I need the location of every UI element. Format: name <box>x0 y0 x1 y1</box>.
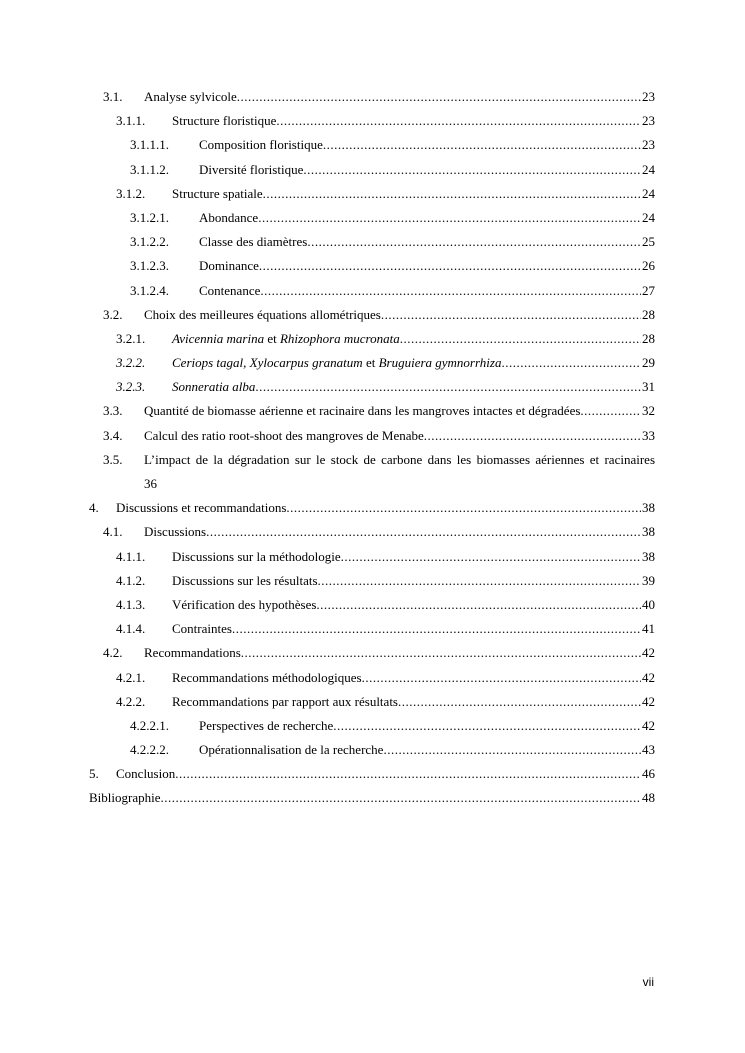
toc-entry[interactable] <box>89 738 655 762</box>
toc-number: 3.3. <box>103 403 123 419</box>
toc-title: Contraintes <box>172 621 232 637</box>
toc-entry[interactable] <box>89 375 655 399</box>
toc-number: 3.1.2. <box>116 185 146 201</box>
species-name: Bruguiera gymnorrhiza <box>378 355 502 371</box>
toc-page: 25 <box>642 234 655 250</box>
toc-number: 3.1.2.4. <box>130 282 169 298</box>
toc-leader <box>241 641 641 665</box>
toc-number: 3.5. <box>103 451 123 467</box>
toc-leader <box>175 762 641 786</box>
table-of-contents <box>89 85 655 811</box>
toc-leader <box>286 496 641 520</box>
toc-page: 31 <box>642 379 655 395</box>
toc-title: Opérationnalisation de la recherche <box>199 742 384 758</box>
toc-page: 29 <box>642 355 655 371</box>
toc-title: Discussions sur la méthodologie <box>172 548 341 564</box>
toc-page: 28 <box>642 306 655 322</box>
toc-entry[interactable] <box>89 569 655 593</box>
toc-entry[interactable] <box>89 327 655 351</box>
toc-title: Recommandations par rapport aux résultats <box>172 693 398 709</box>
toc-leader <box>424 424 641 448</box>
toc-title: Choix des meilleures équations allométriques <box>144 306 381 322</box>
toc-number: 3.1.1.1. <box>130 137 169 153</box>
toc-title: Contenance <box>199 282 261 298</box>
toc-page: 26 <box>642 258 655 274</box>
toc-title: Calcul des ratio root-shoot des mangroves de Menabe <box>144 427 424 443</box>
toc-page: 43 <box>642 742 655 758</box>
connector-text: , <box>243 355 250 371</box>
toc-page: 48 <box>642 790 655 806</box>
toc-entry[interactable] <box>89 133 655 157</box>
toc-number: 4.2.2. <box>116 693 146 709</box>
toc-leader <box>161 786 642 810</box>
toc-number: 4. <box>89 500 99 516</box>
toc-page: 36 <box>144 476 157 491</box>
toc-title: Vérification des hypothèses <box>172 596 317 612</box>
toc-entry[interactable] <box>89 206 655 230</box>
toc-leader <box>232 617 641 641</box>
toc-entry[interactable] <box>89 666 655 690</box>
toc-number: 4.1.1. <box>116 548 146 564</box>
toc-leader <box>501 351 641 375</box>
species-name: Rhizophora mucronata <box>279 330 400 346</box>
toc-title: Conclusion <box>116 766 176 782</box>
toc-entry[interactable] <box>89 254 655 278</box>
toc-title: Discussions <box>144 524 207 540</box>
toc-entry[interactable] <box>89 641 655 665</box>
toc-page: 27 <box>642 282 655 298</box>
toc-number: 4.1.4. <box>116 621 146 637</box>
toc-leader <box>260 279 641 303</box>
toc-page: 24 <box>642 209 655 225</box>
toc-title: Quantité de biomasse aérienne et racinaire dans les mangroves intactes et dégradées <box>144 403 581 419</box>
toc-entry[interactable] <box>89 182 655 206</box>
toc-entry[interactable] <box>89 109 655 133</box>
toc-number: 3.4. <box>103 427 123 443</box>
toc-leader <box>259 254 641 278</box>
toc-page: 24 <box>642 185 655 201</box>
toc-entry[interactable] <box>89 593 655 617</box>
toc-leader <box>341 545 641 569</box>
toc-leader <box>307 230 641 254</box>
toc-page: 38 <box>642 500 655 516</box>
toc-title: Discussions sur les résultats <box>172 572 318 588</box>
connector-text: et <box>362 355 379 371</box>
toc-number: 4.1.2. <box>116 572 146 588</box>
toc-entry[interactable] <box>89 279 655 303</box>
toc-title: Structure floristique <box>172 113 277 129</box>
toc-number: 3.2. <box>103 306 123 322</box>
toc-page: 38 <box>642 524 655 540</box>
toc-title: Recommandations méthodologiques <box>172 669 362 685</box>
toc-entry[interactable] <box>89 448 655 496</box>
species-name: Ceriops tagal <box>172 355 244 371</box>
toc-entry[interactable] <box>89 351 655 375</box>
toc-number: 4.2. <box>103 645 123 661</box>
toc-number: 4.2.1. <box>116 669 146 685</box>
toc-number: 4.2.2.1. <box>130 717 169 733</box>
toc-leader <box>206 520 641 544</box>
toc-number: 3.1.2.3. <box>130 258 169 274</box>
toc-entry[interactable] <box>89 230 655 254</box>
toc-leader <box>237 85 641 109</box>
toc-title: Sonneratia alba <box>172 379 256 395</box>
toc-number: 3.1.1. <box>116 113 146 129</box>
toc-leader <box>303 158 641 182</box>
species-name: Xylocarpus granatum <box>249 355 363 371</box>
toc-leader <box>255 375 641 399</box>
toc-entry[interactable] <box>89 85 655 109</box>
toc-page: 41 <box>642 621 655 637</box>
toc-number: 4.1. <box>103 524 123 540</box>
toc-number: 4.1.3. <box>116 596 146 612</box>
toc-leader <box>263 182 641 206</box>
toc-number: 5. <box>89 766 99 782</box>
toc-title: Perspectives de recherche <box>199 717 334 733</box>
toc-leader <box>333 714 641 738</box>
toc-title: Analyse sylvicole <box>144 89 237 104</box>
toc-title: Classe des diamètres <box>199 234 308 250</box>
toc-entry[interactable] <box>89 303 655 327</box>
toc-entry[interactable] <box>89 424 655 448</box>
toc-page: 42 <box>642 669 655 685</box>
toc-page: 28 <box>642 330 655 346</box>
toc-entry[interactable] <box>89 545 655 569</box>
toc-leader <box>276 109 641 133</box>
toc-entry[interactable] <box>89 762 655 786</box>
toc-entry[interactable] <box>89 496 655 520</box>
toc-page: 23 <box>642 89 655 104</box>
toc-title: Recommandations <box>144 645 241 661</box>
toc-page: 42 <box>642 693 655 709</box>
toc-page: 38 <box>642 548 655 564</box>
toc-number: 3.1.1.2. <box>130 161 169 177</box>
toc-title: Structure spatiale <box>172 185 263 201</box>
toc-page: 33 <box>642 427 655 443</box>
toc-title: Discussions et recommandations <box>116 500 287 516</box>
toc-number: 3.2.3. <box>116 379 146 395</box>
toc-number: 4.2.2.2. <box>130 742 169 758</box>
toc-title: Bibliographie <box>89 790 161 806</box>
toc-title: Diversité floristique <box>199 161 304 177</box>
toc-entry[interactable] <box>89 714 655 738</box>
toc-page: 40 <box>642 596 655 612</box>
toc-title: L’impact de la dégradation sur le stock de carbone dans les biomasses aériennes et racinaires <box>144 451 655 467</box>
toc-page: 32 <box>642 403 655 419</box>
toc-leader <box>383 738 641 762</box>
toc-page: 24 <box>642 161 655 177</box>
connector-text: et <box>264 330 280 346</box>
toc-title <box>172 351 501 375</box>
toc-page: 39 <box>642 572 655 588</box>
toc-page: 46 <box>642 766 655 782</box>
toc-page: 23 <box>642 137 655 153</box>
toc-leader <box>323 133 641 157</box>
toc-leader <box>318 569 641 593</box>
toc-title: Composition floristique <box>199 137 323 153</box>
toc-leader <box>398 690 641 714</box>
toc-entry[interactable] <box>89 690 655 714</box>
toc-leader <box>381 303 641 327</box>
toc-title: Abondance <box>199 209 259 225</box>
toc-title: Dominance <box>199 258 259 274</box>
toc-number: 3.2.2. <box>116 355 146 371</box>
toc-number: 3.1.2.2. <box>130 234 169 250</box>
toc-entry[interactable] <box>89 158 655 182</box>
toc-entry[interactable] <box>89 786 655 810</box>
toc-entry[interactable] <box>89 617 655 641</box>
toc-leader <box>362 666 641 690</box>
toc-page: 42 <box>642 645 655 661</box>
toc-page: 42 <box>642 717 655 733</box>
toc-title <box>172 327 400 351</box>
page-number: vii <box>642 975 654 989</box>
toc-leader <box>580 399 641 423</box>
toc-leader <box>400 327 641 351</box>
toc-number: 3.1.2.1. <box>130 209 169 225</box>
toc-leader <box>258 206 641 230</box>
toc-number: 3.2.1. <box>116 330 146 346</box>
toc-entry[interactable] <box>89 399 655 423</box>
species-name: Avicennia marina <box>172 330 265 346</box>
toc-entry[interactable] <box>89 520 655 544</box>
toc-number: 3.1. <box>103 89 123 104</box>
toc-leader <box>316 593 641 617</box>
toc-page: 23 <box>642 113 655 129</box>
